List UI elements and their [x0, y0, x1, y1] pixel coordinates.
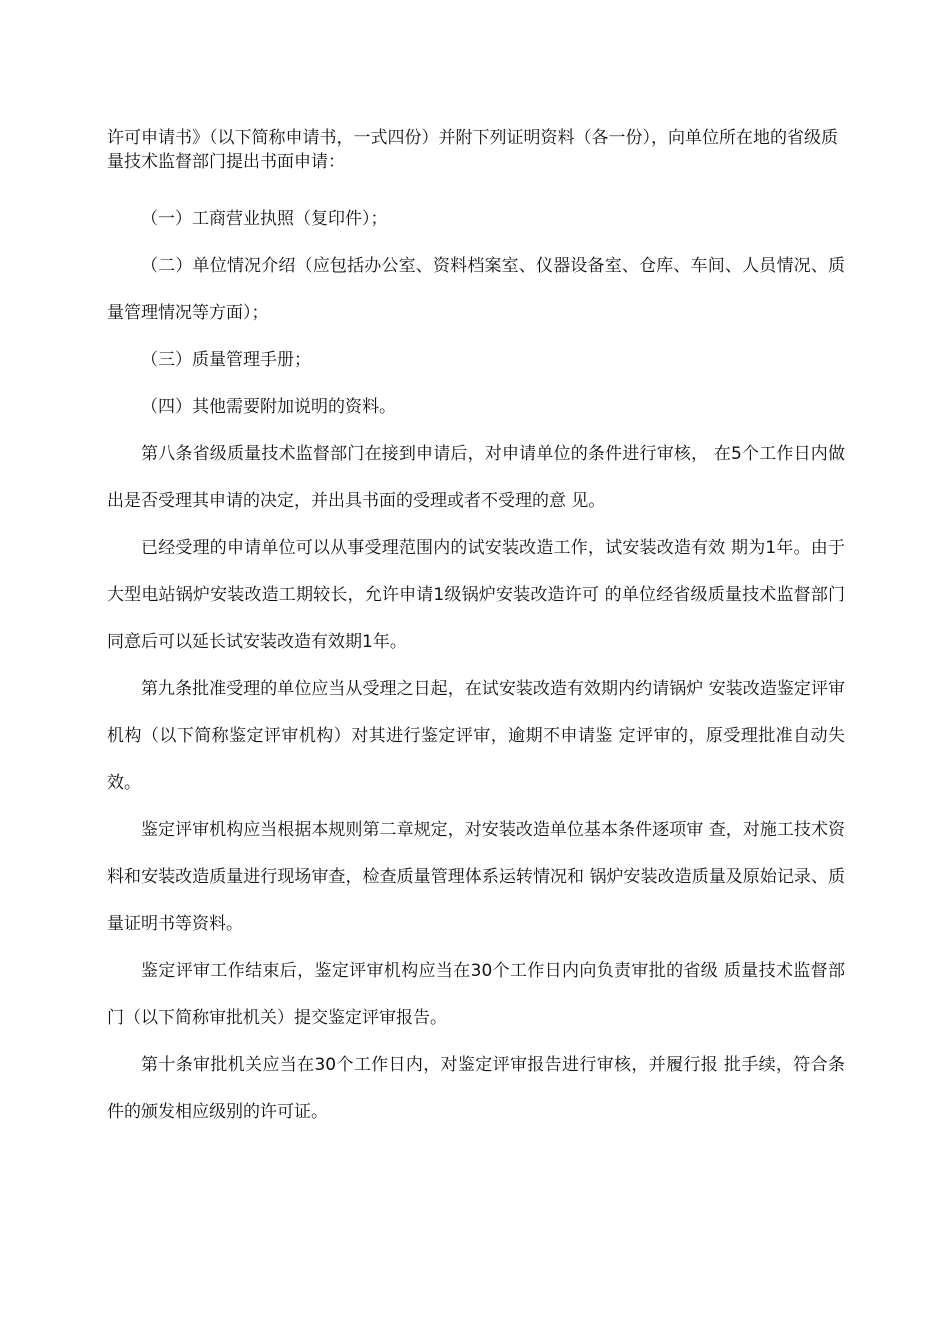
list-item-quality-manual: （三）质量管理手册；: [141, 350, 311, 370]
paragraph-article-8: 第八条省级质量技术监督部门在接到申请后，对申请单位的条件进行审核， 在5个工作日内做出是否受理其申请的决定，并出具书面的受理或者不受理的意 见。: [107, 444, 845, 511]
paragraph-article-10: 第十条审批机关应当在30个工作日内，对鉴定评审报告进行审核，并履行报 批手续，符合条件的颁发相应级别的许可证。: [107, 1055, 845, 1122]
paragraph-review-report: 鉴定评审工作结束后，鉴定评审机构应当在30个工作日内向负责审批的省级 质量技术监督部门（以下简称审批机关）提交鉴定评审报告。: [107, 961, 845, 1028]
paragraph-trial-installation: 已经受理的申请单位可以从事受理范围内的试安装改造工作，试安装改造有效 期为1年。由于大型电站锅炉安装改造工期较长，允许申请1级锅炉安装改造许可 的单位经省级质量技术监督部门同意后可以延长试安装改造有效期1年。: [107, 538, 845, 652]
list-item-other-materials: （四）其他需要附加说明的资料。: [141, 397, 396, 417]
paragraph-review-agency: 鉴定评审机构应当根据本规则第二章规定，对安装改造单位基本条件逐项审 查，对施工技术资料和安装改造质量进行现场审查，检查质量管理体系运转情况和 锅炉安装改造质量及原始记录、质量证明书等资料。: [107, 820, 845, 934]
paragraph-application-intro: 许可申请书》（以下简称申请书，一式四份）并附下列证明资料（各一份），向单位所在地的省级质量技术监督部门提出书面申请：: [107, 128, 838, 172]
list-item-business-license: （一）工商营业执照（复印件）；: [141, 209, 388, 229]
paragraph-article-9: 第九条批准受理的单位应当从受理之日起，在试安装改造有效期内约请锅炉 安装改造鉴定评审机构（以下简称鉴定评审机构）对其进行鉴定评审，逾期不申请鉴 定评审的，原受理批准自动失效。: [107, 679, 845, 793]
list-item-unit-introduction: （二）单位情况介绍（应包括办公室、资料档案室、仪器设备室、仓库、车间、人员情况、质量管理情况等方面）；: [107, 256, 845, 323]
document-body: [107, 126, 845, 1136]
